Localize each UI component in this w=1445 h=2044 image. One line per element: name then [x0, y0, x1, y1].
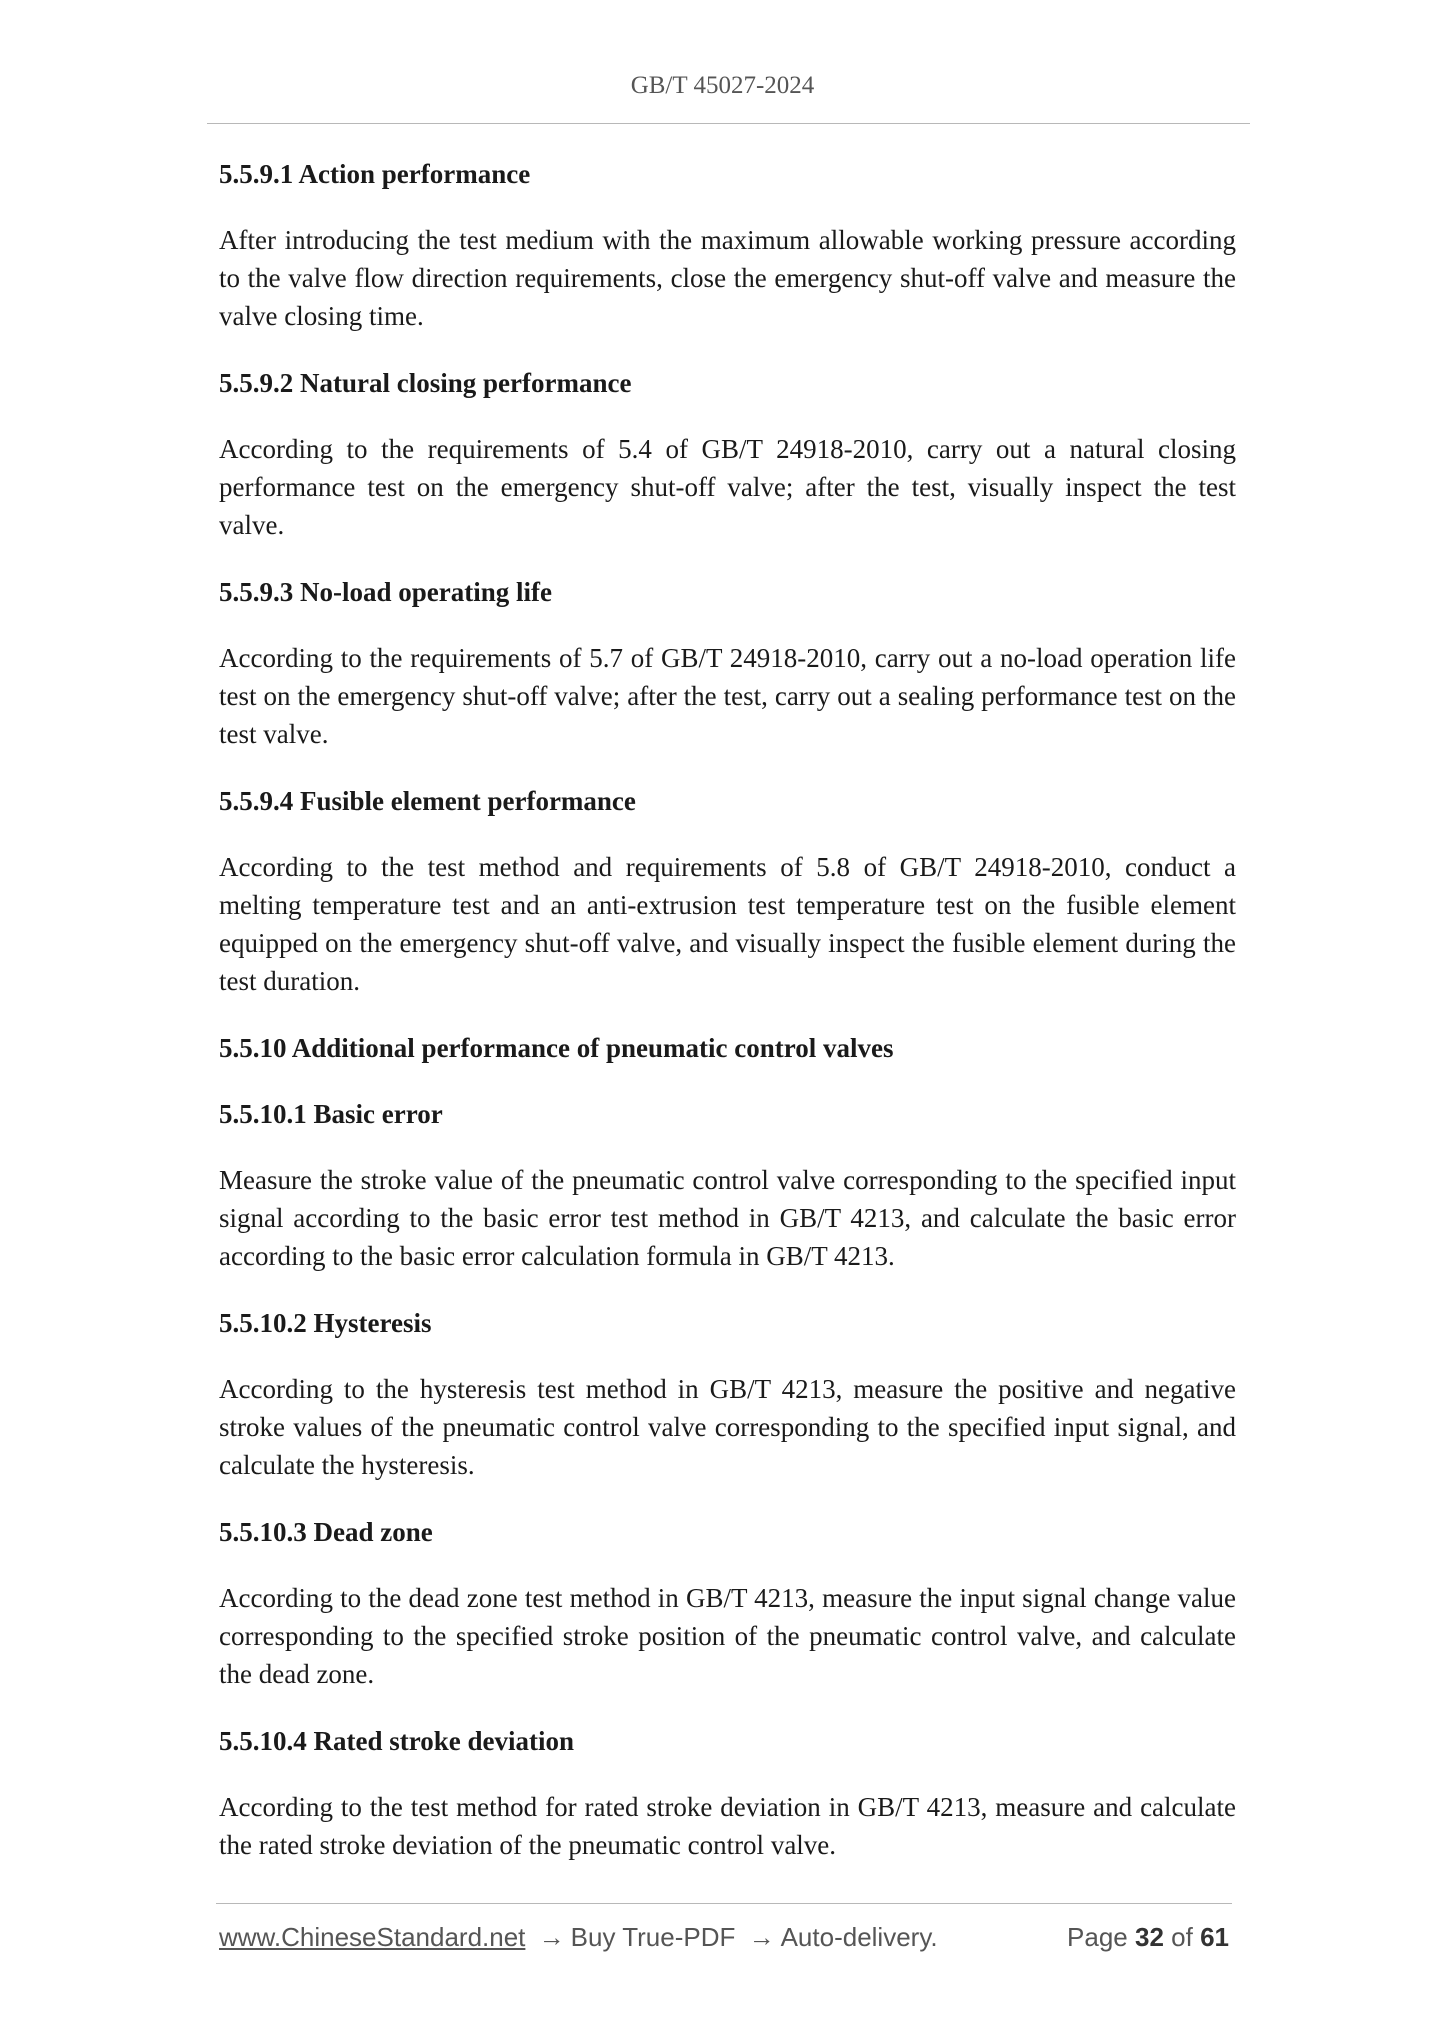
section-heading-5-5-9-2: 5.5.9.2 Natural closing performance [219, 368, 632, 398]
current-page-number: 32 [1135, 1922, 1164, 1952]
document-header-code: GB/T 45027-2024 [630, 72, 815, 99]
section-paragraph-5-5-9-1: After introducing the test medium with the maximum allowable working pressure according to the valve flow direction requirements, close the emergency shut-off valve and measure the valve closing time. [219, 225, 1236, 331]
section-heading-5-5-10-2: 5.5.10.2 Hysteresis [219, 1308, 432, 1338]
section-heading-5-5-10-1: 5.5.10.1 Basic error [219, 1099, 443, 1129]
section-heading-5-5-9-4: 5.5.9.4 Fusible element performance [219, 786, 636, 816]
section-paragraph-5-5-9-2: According to the requirements of 5.4 of GB/T 24918-2010, carry out a natural closing performance test on the emergency shut-off valve; after the test, visually inspect the test valve. [219, 434, 1236, 540]
section-paragraph-5-5-9-4: According to the test method and requirements of 5.8 of GB/T 24918-2010, conduct a melting temperature test and an anti-extrusion test temperature test on the fusible element equipped on the emergency shut-off valve, and visually inspect the fusible element during the test duration. [219, 852, 1236, 996]
section-paragraph-5-5-10-3: According to the dead zone test method in GB/T 4213, measure the input signal change value corresponding to the specified stroke position of the pneumatic control valve, and calculate the dead zone. [219, 1583, 1236, 1689]
page-label: Page [1067, 1922, 1128, 1952]
buy-true-pdf-text: Buy True-PDF [570, 1922, 736, 1952]
header-divider [207, 123, 1250, 124]
page-indicator [1067, 1922, 1229, 1953]
section-heading-5-5-10: 5.5.10 Additional performance of pneumatic control valves [219, 1033, 894, 1063]
of-label: of [1171, 1922, 1193, 1952]
section-heading-5-5-10-4: 5.5.10.4 Rated stroke deviation [219, 1726, 574, 1756]
document-body [219, 155, 1236, 1893]
section-paragraph-5-5-10-4: According to the test method for rated stroke deviation in GB/T 4213, measure and calculate the rated stroke deviation of the pneumatic control valve. [219, 1792, 1236, 1860]
section-heading-5-5-9-3: 5.5.9.3 No-load operating life [219, 577, 552, 607]
section-paragraph-5-5-10-1: Measure the stroke value of the pneumatic control valve corresponding to the specified input signal according to the basic error test method in GB/T 4213, and calculate the basic error according to the basic error calculation formula in GB/T 4213. [219, 1165, 1236, 1271]
total-page-count: 61 [1200, 1922, 1229, 1952]
section-heading-5-5-10-3: 5.5.10.3 Dead zone [219, 1517, 433, 1547]
arrow-right-icon: → [538, 1922, 565, 1952]
footer-divider [216, 1903, 1232, 1904]
section-paragraph-5-5-9-3: According to the requirements of 5.7 of GB/T 24918-2010, carry out a no-load operation life test on the emergency shut-off valve; after the test, carry out a sealing performance test on the test valve. [219, 643, 1236, 749]
footer-promo [219, 1922, 938, 1953]
section-paragraph-5-5-10-2: According to the hysteresis test method in GB/T 4213, measure the positive and negative stroke values of the pneumatic control valve corresponding to the specified input signal, and calculate the hysteresis. [219, 1374, 1236, 1480]
website-link[interactable]: www.ChineseStandard.net [219, 1922, 526, 1952]
auto-delivery-text: Auto-delivery. [780, 1922, 938, 1952]
section-heading-5-5-9-1: 5.5.9.1 Action performance [219, 159, 531, 189]
arrow-right-icon: → [748, 1922, 775, 1952]
